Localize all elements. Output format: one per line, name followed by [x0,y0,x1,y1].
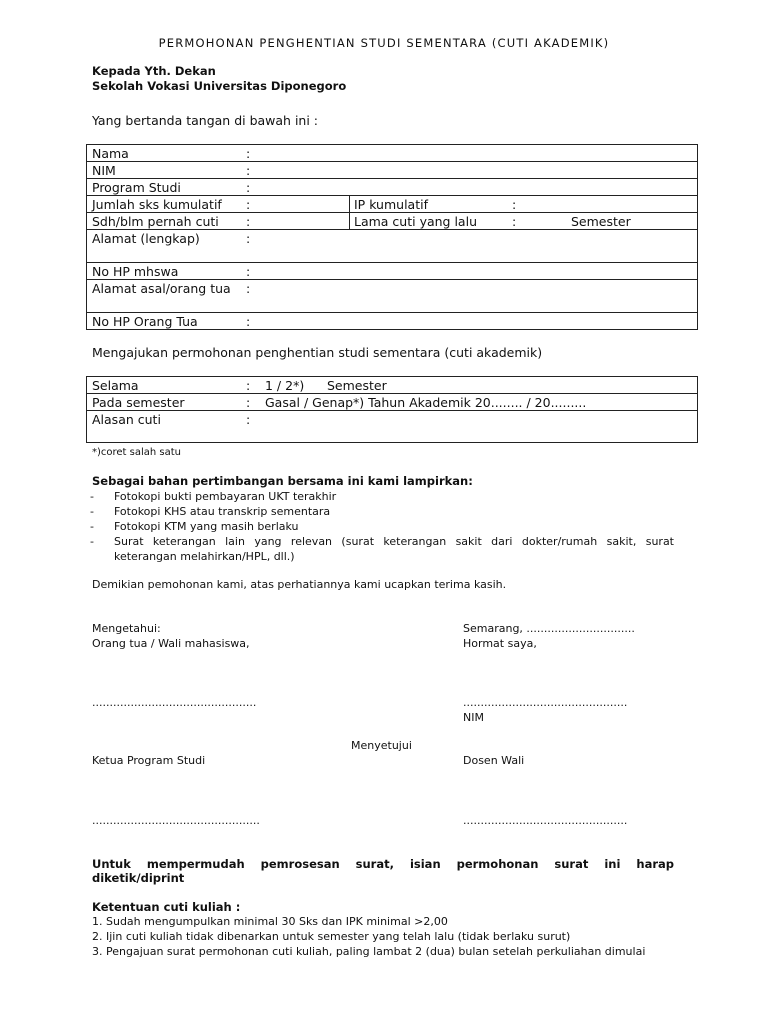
row-alasan [86,411,698,443]
label-alasan: Alasan cuti [92,412,161,427]
colon: : [246,264,251,279]
hormat-label: Hormat saya, [463,637,537,650]
bullet-dash: - [90,505,94,518]
row-pada-semester [86,394,698,411]
list-item [90,489,674,504]
list-item-text: Fotokopi bukti pembayaran UKT terakhir [114,490,337,503]
list-item [90,519,674,534]
label-pada-semester: Pada semester [92,395,185,410]
rule-item-3: 3. Pengajuan surat permohonan cuti kuliah, paling lambat 2 (dua) bulan setelah perkuliahan dimulai [92,945,646,958]
intro-text: Yang bertanda tangan di bawah ini : [92,113,319,128]
list-item [90,534,674,564]
rule-item-2: 2. Ijin cuti kuliah tidak dibenarkan untuk semester yang telah lalu (tidak berlaku surut) [92,930,571,943]
rule-item-1: 1. Sudah mengumpulkan minimal 30 Sks dan IPK minimal >2,00 [92,915,448,928]
colon: : [246,197,251,212]
list-item [90,504,674,519]
attachments-heading: Sebagai bahan pertimbangan bersama ini kami lampirkan: [92,474,473,488]
column-divider [349,196,350,212]
colon: : [246,395,251,410]
colon: : [246,231,251,246]
bullet-dash: - [90,535,94,548]
label-ip-kumulatif: IP kumulatif [354,197,428,212]
ketua-label: Ketua Program Studi [92,754,206,767]
student-data-form [86,144,698,330]
attachments-list [90,489,674,564]
row-selama [86,377,698,394]
menyetujui-label: Menyetujui [351,739,412,752]
row-cuti [86,213,698,230]
list-item-text: Fotokopi KHS atau transkrip sementara [114,505,331,518]
recipient-line-2: Sekolah Vokasi Universitas Diponegoro [92,79,347,93]
label-lama-cuti: Lama cuti yang lalu [354,214,477,229]
place-date: Semarang, ............................... [463,622,635,635]
request-text: Mengajukan permohonan penghentian studi sementara (cuti akademik) [92,345,543,360]
colon: : [246,412,251,427]
mengetahui-label: Mengetahui: [92,622,161,635]
nim-label: NIM [463,711,484,724]
document-title: PERMOHONAN PENGHENTIAN STUDI SEMENTARA (CUTI AKADEMIK) [158,36,610,50]
colon: : [512,214,517,229]
column-divider [349,213,350,229]
colon: : [246,378,251,393]
label-nim: NIM [92,163,116,178]
colon: : [246,281,251,296]
bullet-dash: - [90,490,94,503]
print-note: Untuk mempermudah pemrosesan surat, isian permohonan surat ini harap diketik/diprint [92,857,674,885]
row-no-hp-mhs [86,263,698,280]
label-program-studi: Program Studi [92,180,181,195]
colon: : [246,180,251,195]
row-alamat-asal [86,280,698,313]
list-item-text: Fotokopi KTM yang masih berlaku [114,520,299,533]
colon: : [246,314,251,329]
label-alamat-asal: Alamat asal/orang tua [92,281,231,296]
colon: : [512,197,517,212]
row-nim [86,162,698,179]
colon: : [246,163,251,178]
label-no-hp-ortu: No HP Orang Tua [92,314,198,329]
row-alamat [86,230,698,263]
bullet-dash: - [90,520,94,533]
label-selama: Selama [92,378,139,393]
label-nama: Nama [92,146,129,161]
closing-text: Demikian pemohonan kami, atas perhatiannya kami ucapkan terima kasih. [92,578,507,591]
row-sks-ip [86,196,698,213]
value-selama: 1 / 2*) [265,378,305,393]
label-no-hp-mhs: No HP mhswa [92,264,179,279]
list-item-text: Surat keterangan lain yang relevan (surat keterangan sakit dari dokter/rumah sakit, surat keterangan melahirkan/HPL, dll.) [114,535,674,563]
colon: : [246,146,251,161]
label-sdh-blm-cuti: Sdh/blm pernah cuti [92,214,219,229]
signature-line-dosen: ............................................... [463,814,628,827]
value-pada-semester: Gasal / Genap*) Tahun Akademik 20........ / 20......... [265,395,587,410]
signature-line-ortu: ............................................... [92,696,257,709]
row-nama [86,145,698,162]
ortu-label: Orang tua / Wali mahasiswa, [92,637,250,650]
row-program-studi [86,179,698,196]
row-no-hp-ortu [86,313,698,330]
unit-semester: Semester [327,378,387,393]
dosen-label: Dosen Wali [463,754,525,767]
rules-heading: Ketentuan cuti kuliah : [92,900,241,914]
label-semester: Semester [571,214,631,229]
signature-line-ketua: ................................................ [92,814,260,827]
signature-line-student: ............................................... [463,696,628,709]
colon: : [246,214,251,229]
recipient-line-1: Kepada Yth. Dekan [92,64,216,78]
footnote: *)coret salah satu [92,447,182,458]
label-jumlah-sks: Jumlah sks kumulatif [92,197,222,212]
label-alamat: Alamat (lengkap) [92,231,200,246]
leave-request-form [86,376,698,443]
